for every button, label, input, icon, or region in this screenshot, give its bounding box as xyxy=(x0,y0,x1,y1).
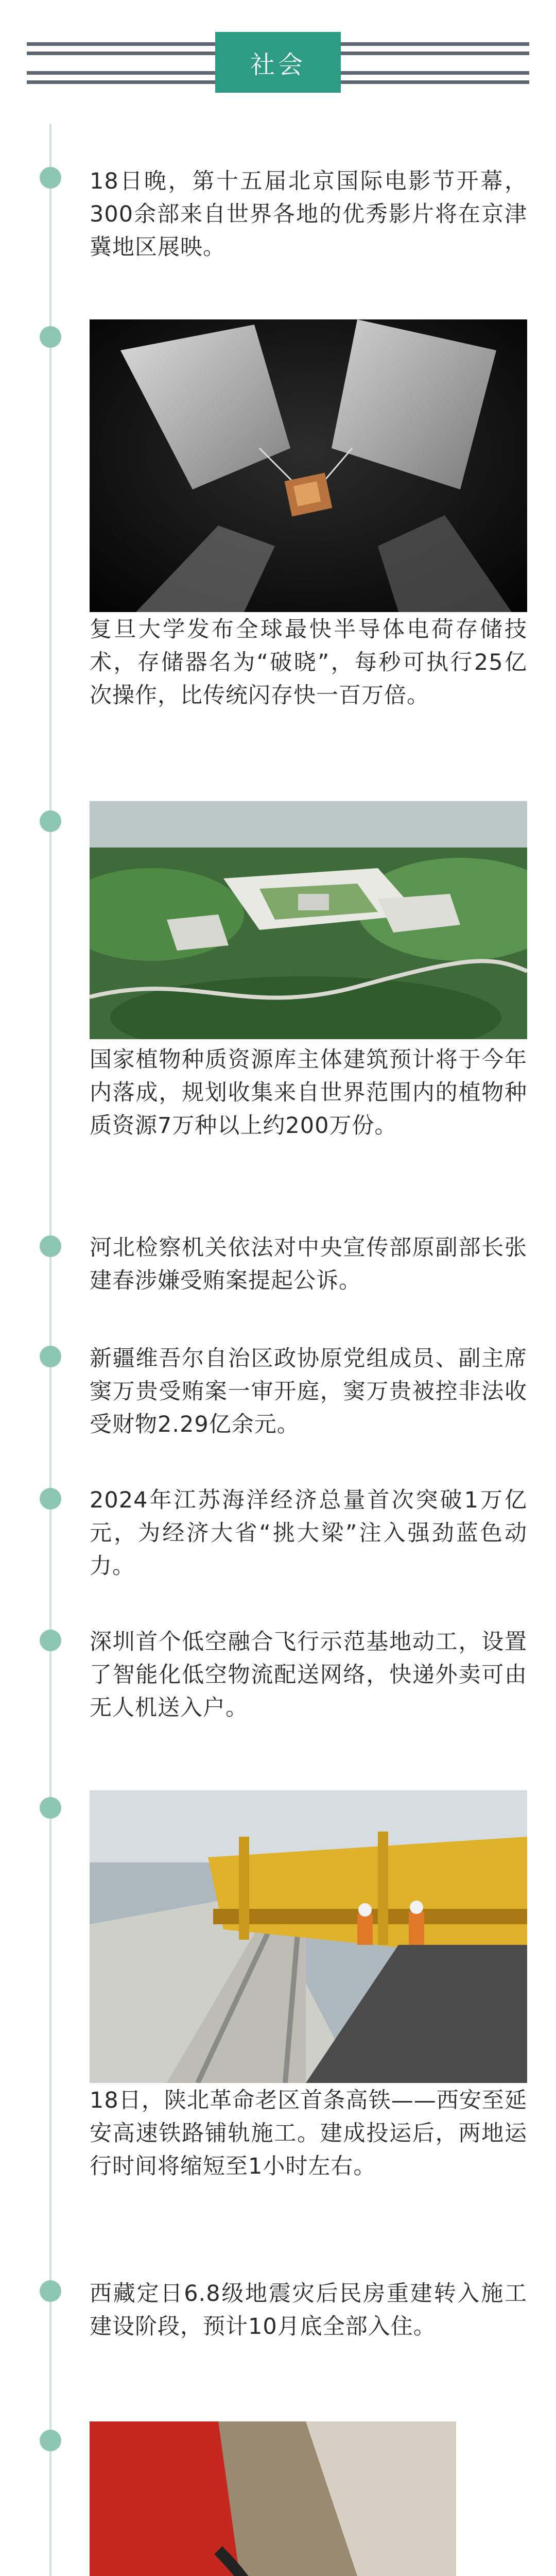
timeline-dot xyxy=(40,167,61,189)
timeline-dot xyxy=(40,1346,61,1367)
timeline-dot xyxy=(40,326,61,348)
news-item-3-text: 国家植物种质资源库主体建筑预计将于今年内落成，规划收集来自世界范围内的植物种质资源7万种以上约200万份。 xyxy=(90,1047,527,1139)
timeline-dot xyxy=(40,1488,61,1510)
timeline-dot xyxy=(40,1797,61,1819)
timeline-dot xyxy=(40,2430,61,2451)
news-item-6-text: 2024年江苏海洋经济总量首次突破1万亿元，为经济大省“挑大梁”注入强劲蓝色动力。 xyxy=(90,1487,527,1579)
news-item-2-text: 复旦大学发布全球最快半导体电荷存储技术，存储器名为“破晓”，每秒可执行25亿次操作，比传统闪存快一百万倍。 xyxy=(90,617,527,708)
news-item-4-text: 河北检察机关依法对中央宣传部原副部长张建春涉嫌受贿案提起公诉。 xyxy=(90,1235,527,1294)
news-item-1-text: 18日晚，第十五届北京国际电影节开幕，300余部来自世界各地的优秀影片将在京津冀地区展映。 xyxy=(90,168,527,260)
well-rescue-photo xyxy=(90,2421,456,2576)
timeline-dot xyxy=(40,1630,61,1651)
seed-bank-aerial-photo xyxy=(90,801,527,1039)
railway-construction-photo xyxy=(90,1790,527,2083)
news-item-7-text: 深圳首个低空融合飞行示范基地动工，设置了智能化低空物流配送网络，快递外卖可由无人机送入户。 xyxy=(90,1629,527,1721)
section-header xyxy=(0,0,556,124)
news-item-9-text: 西藏定日6.8级地震灾后民房重建转入施工建设阶段，预计10月底全部入住。 xyxy=(90,2281,527,2340)
section-title: 社会 xyxy=(215,32,341,93)
timeline-dot xyxy=(40,1235,61,1257)
news-item-8-text: 18日，陕北革命老区首条高铁——西安至延安高速铁路铺轨施工。建成投运后，两地运行时间将缩短至1小时左右。 xyxy=(90,2088,527,2179)
timeline-dot xyxy=(40,810,61,832)
chip-probe-photo xyxy=(90,319,527,612)
timeline-dot xyxy=(40,2280,61,2302)
news-item-5-text: 新疆维吾尔自治区政协原党组成员、副主席窦万贵受贿案一审开庭，窦万贵被控非法收受财物2.29亿余元。 xyxy=(90,1346,527,1437)
